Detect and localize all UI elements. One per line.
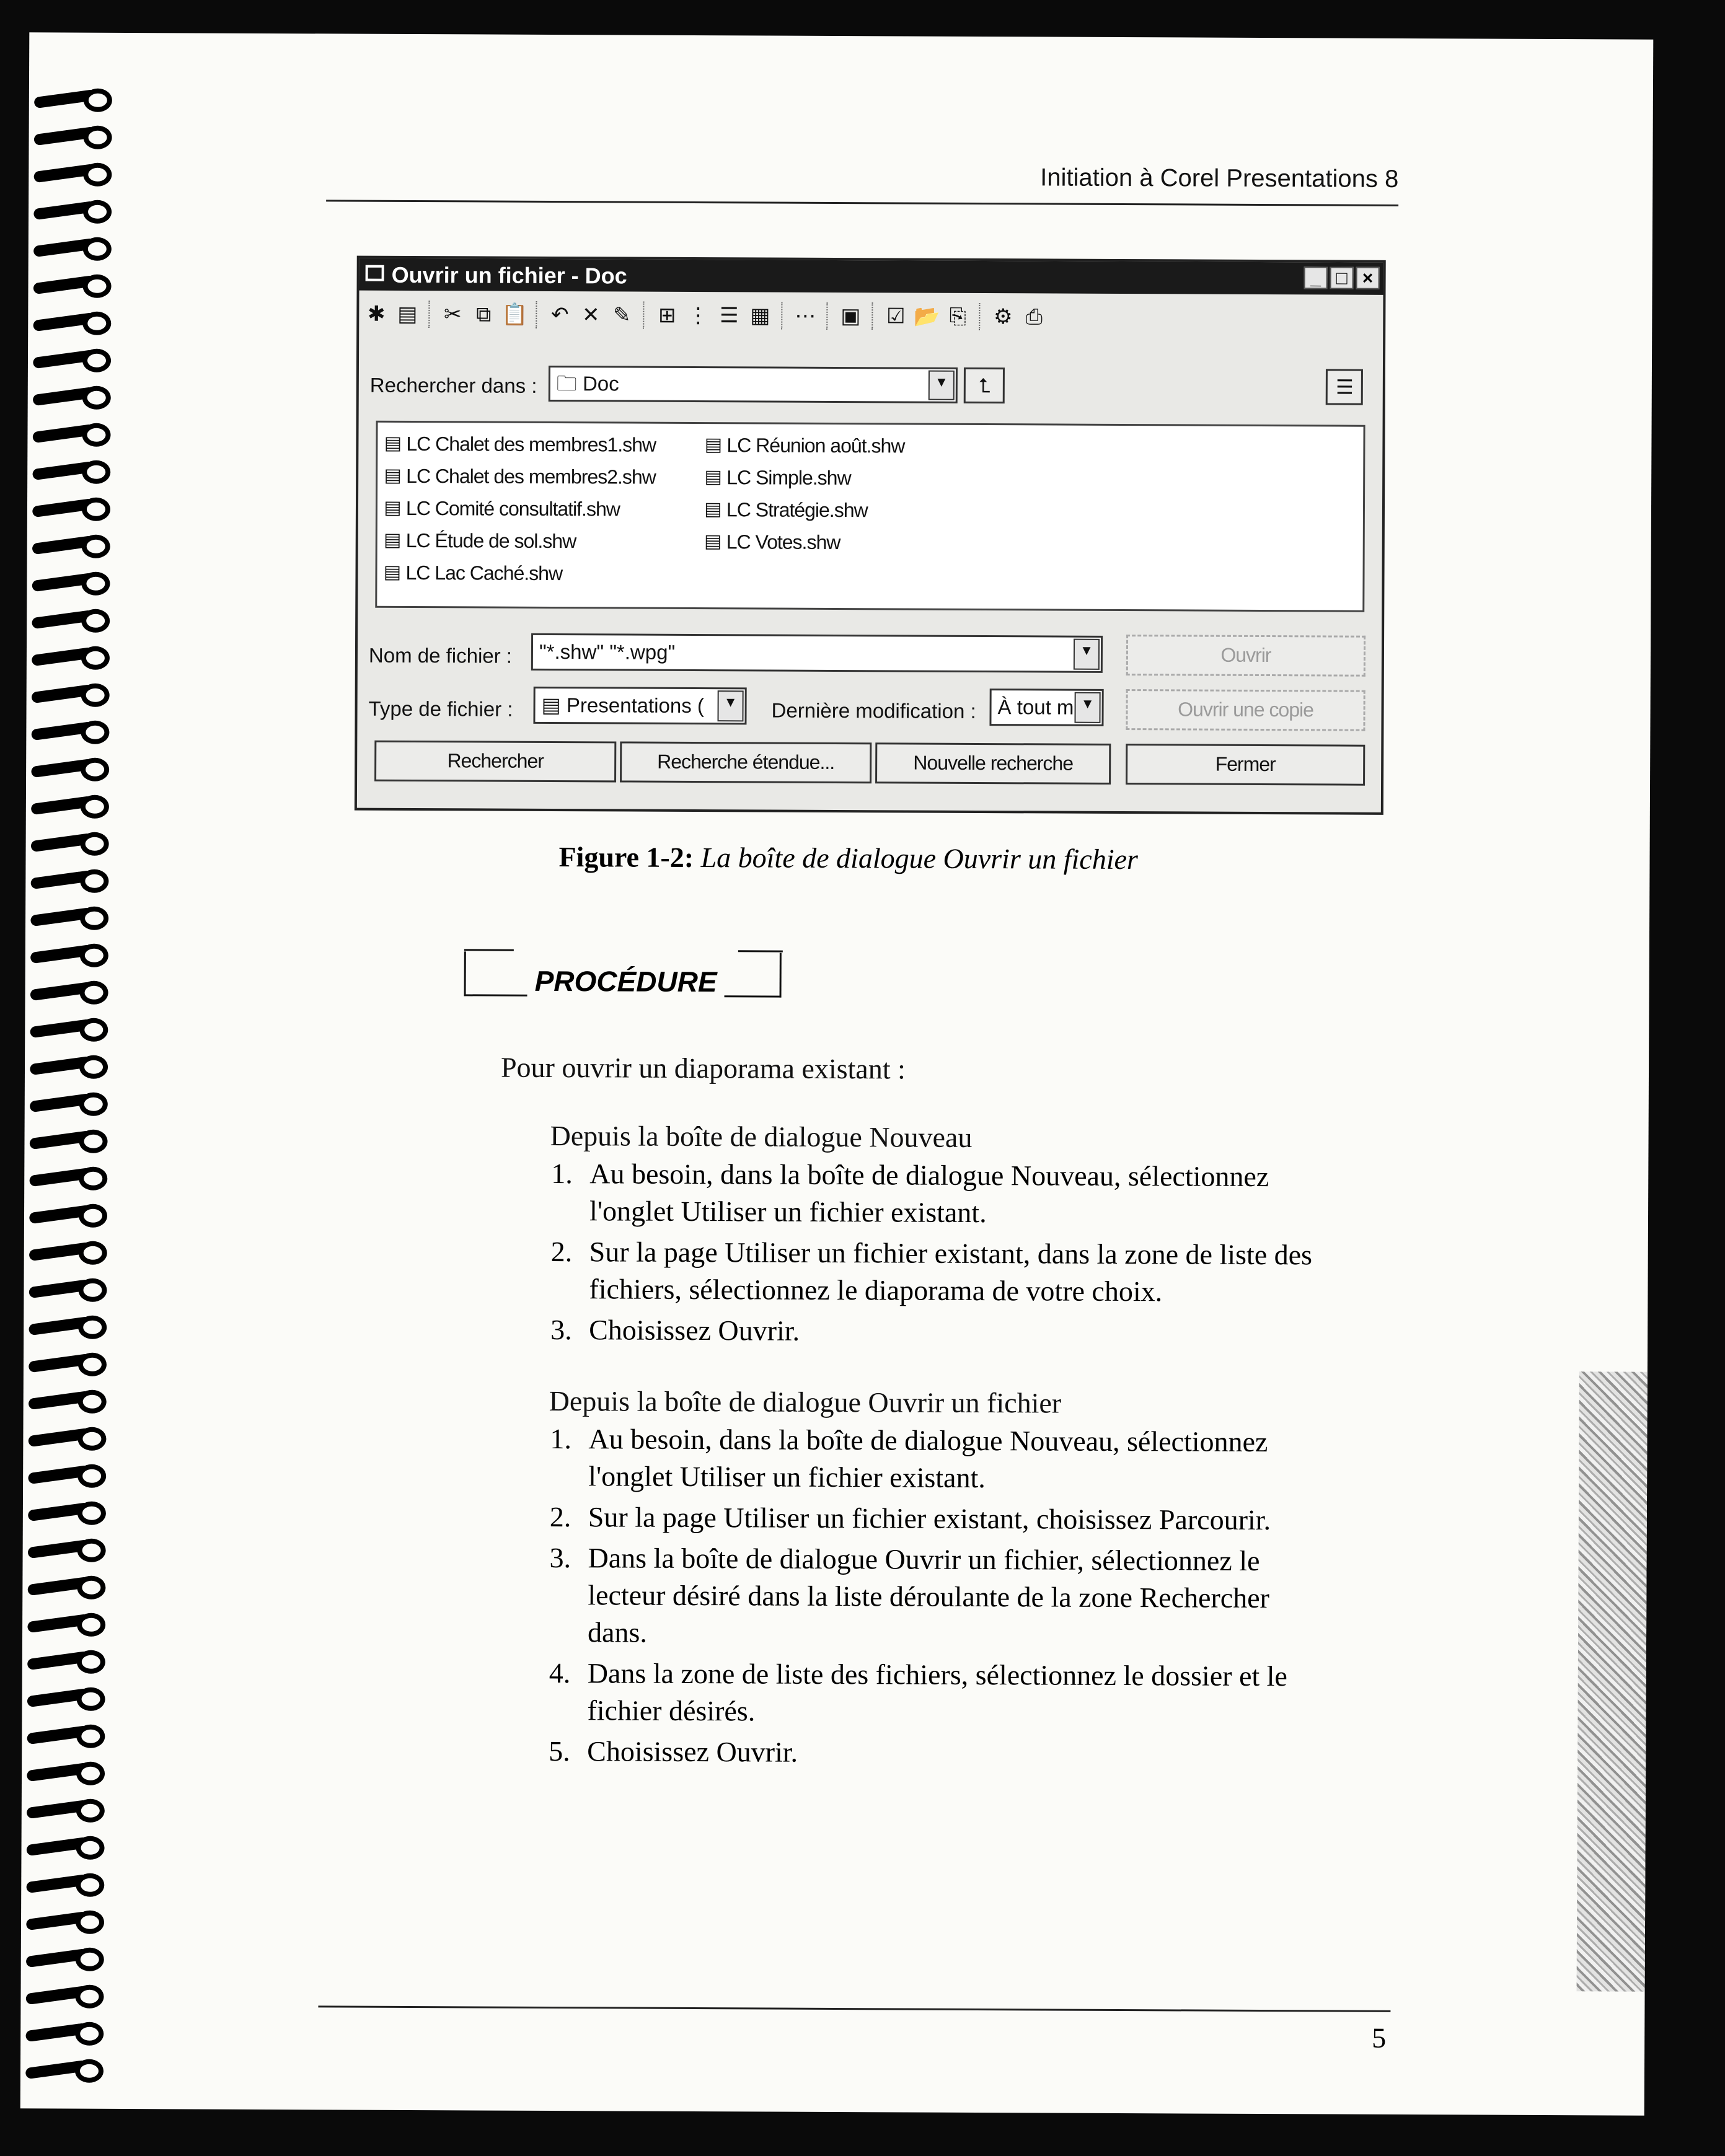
cut-icon[interactable]: ✂ — [444, 302, 462, 327]
figure-caption — [558, 840, 1138, 876]
section2-heading: Depuis la boîte de dialogue Ouvrir un fichier — [549, 1384, 1062, 1419]
close-window-button[interactable]: × — [1356, 267, 1380, 289]
step-line: lecteur désiré dans la liste déroulante de la zone Rechercher — [588, 1579, 1270, 1614]
spiral-coil — [30, 1055, 110, 1080]
spiral-coil — [26, 1910, 107, 1935]
spiral-coil — [27, 1687, 107, 1712]
step-number: 4. — [549, 1657, 571, 1689]
filename-field[interactable] — [531, 633, 1103, 673]
spiral-coil — [29, 1241, 110, 1266]
spiral-coil — [32, 423, 113, 448]
step-number: 1. — [550, 1422, 572, 1455]
delete-icon[interactable]: ✕ — [582, 303, 600, 327]
running-header: Initiation à Corel Presentations 8 — [1040, 164, 1399, 193]
document-icon: ▤ — [541, 693, 567, 717]
filetype-dropdown[interactable] — [533, 687, 746, 725]
step-item — [550, 1420, 1289, 1498]
spiral-coil — [28, 1538, 108, 1564]
presentation-file-icon: ▤ — [704, 499, 721, 520]
chevron-down-icon[interactable]: ▼ — [929, 371, 955, 400]
close-button[interactable]: Fermer — [1126, 744, 1365, 786]
spiral-coil — [25, 2022, 106, 2047]
spiral-coil — [26, 1873, 107, 1898]
toolbar-separator — [826, 302, 829, 330]
step-line: l'onglet Utiliser un fichier existant. — [589, 1195, 987, 1229]
spiral-coil — [31, 794, 112, 820]
step-line: Dans la boîte de dialogue Ouvrir un fichier, sélectionnez le — [588, 1542, 1260, 1577]
step-line: fichier désirés. — [587, 1694, 756, 1727]
file-name: LC Chalet des membres1.shw — [406, 432, 656, 456]
step-number: 2. — [549, 1500, 571, 1533]
window-icon — [366, 265, 384, 281]
spiral-coil — [28, 1427, 108, 1452]
select-icon[interactable]: ☑ — [886, 304, 906, 328]
file-name: LC Stratégie.shw — [726, 498, 868, 521]
step-item — [551, 1155, 1313, 1233]
spiral-coil — [30, 980, 110, 1006]
spiral-coil — [27, 1761, 107, 1787]
spiral-coil — [33, 385, 113, 411]
spiral-coil — [29, 1352, 109, 1378]
look-in-label: Rechercher dans : — [369, 373, 537, 397]
toggle-menu-button[interactable] — [1326, 369, 1363, 405]
spiral-coil — [33, 311, 113, 337]
filetype-value: Presentations ( — [566, 693, 704, 718]
step-line: Sur la page Utiliser un fichier existant, choisissez Parcourir. — [588, 1501, 1271, 1536]
spiral-coil — [26, 1836, 107, 1861]
document-page — [20, 32, 1654, 2115]
spiral-coil — [30, 1092, 110, 1117]
presentation-file-icon: ▤ — [383, 529, 401, 550]
spiral-coil — [33, 348, 113, 374]
step-item — [550, 1233, 1312, 1311]
file-item[interactable] — [382, 492, 656, 526]
modified-label: Dernière modification : — [771, 698, 976, 723]
file-name: LC Chalet des membres2.shw — [406, 464, 656, 488]
spiral-coil — [25, 1984, 106, 2010]
file-name: LC Simple.shw — [726, 465, 851, 489]
toolbar-separator — [979, 303, 982, 330]
step-line: Au besoin, dans la boîte de dialogue Nouveau, sélectionnez — [588, 1423, 1268, 1458]
spiral-coil — [33, 274, 113, 299]
file-name: LC Étude de sol.shw — [405, 529, 576, 552]
undo-icon[interactable]: ↶ — [551, 302, 569, 327]
look-in-dropdown[interactable] — [549, 366, 958, 403]
spiral-coil — [33, 237, 114, 262]
modified-dropdown[interactable] — [989, 689, 1103, 726]
spiral-coil — [34, 88, 115, 113]
header-rule — [326, 200, 1398, 206]
up-one-level-button[interactable] — [964, 367, 1005, 403]
step-line: Sur la page Utiliser un fichier existant, dans la zone de liste des — [589, 1236, 1313, 1271]
rename-icon[interactable]: ✎ — [613, 303, 631, 327]
toolbar-separator — [536, 301, 539, 328]
maximize-button[interactable]: □ — [1330, 266, 1354, 289]
search-button[interactable]: Rechercher — [374, 741, 616, 783]
spiral-coil — [27, 1650, 108, 1675]
spiral-coil — [30, 1018, 110, 1043]
step-line: fichiers, sélectionnez le diaporama de votre choix. — [589, 1273, 1163, 1308]
spiral-coil — [29, 1129, 110, 1155]
file-name: LC Comité consultatif.shw — [405, 496, 620, 520]
network-icon[interactable]: ⚙ — [994, 305, 1013, 329]
presentation-file-icon: ▤ — [384, 497, 401, 518]
step-item — [549, 1733, 1287, 1773]
step-number: 3. — [550, 1313, 572, 1346]
section1-heading: Depuis la boîte de dialogue Nouveau — [550, 1119, 973, 1153]
file-item[interactable] — [382, 557, 655, 590]
paste-icon[interactable]: 📋 — [501, 302, 528, 327]
spiral-coil — [27, 1798, 107, 1824]
open-copy-button[interactable]: Ouvrir une copie — [1126, 689, 1365, 731]
step-line: Au besoin, dans la boîte de dialogue Nouveau, sélectionnez — [589, 1158, 1269, 1193]
step-item — [549, 1655, 1287, 1732]
spiral-coil — [28, 1464, 108, 1489]
procedure-frame-top-left — [464, 949, 514, 951]
spiral-coil — [31, 720, 112, 746]
spiral-coil — [30, 906, 111, 931]
scan-edge-noise — [1577, 1371, 1648, 1991]
spiral-coil — [29, 1389, 109, 1415]
presentation-file-icon: ▤ — [704, 434, 722, 455]
favorites-icon[interactable]: ⎘ — [949, 304, 967, 328]
step-line: Choisissez Ouvrir. — [587, 1735, 798, 1768]
advanced-search-button[interactable]: Recherche étendue... — [620, 741, 871, 783]
presentation-file-icon: ▤ — [384, 433, 402, 454]
spiral-coil — [31, 757, 112, 783]
presentation-file-icon: ▤ — [704, 531, 721, 552]
file-item[interactable] — [382, 428, 656, 461]
section2-steps — [549, 1420, 1289, 1777]
file-item[interactable] — [703, 461, 904, 494]
details-view-icon[interactable]: ▦ — [750, 304, 770, 328]
toolbar-separator — [871, 302, 875, 330]
step-number: 3. — [549, 1541, 571, 1574]
filename-value: "*.shw" "*.wpg" — [539, 640, 676, 664]
file-item[interactable] — [703, 429, 904, 462]
page-number: 5 — [1372, 2022, 1387, 2054]
preview-icon[interactable]: ▣ — [840, 304, 861, 328]
file-list[interactable] — [375, 421, 1365, 612]
file-name: LC Lac Caché.shw — [405, 561, 563, 584]
step-number: 1. — [551, 1157, 573, 1190]
minimize-button[interactable]: _ — [1304, 266, 1328, 289]
filetype-label: Type de fichier : — [368, 697, 513, 721]
spiral-coil — [33, 200, 114, 225]
step-number: 2. — [550, 1235, 573, 1268]
file-item[interactable] — [703, 493, 904, 526]
spiral-coil — [25, 2059, 106, 2084]
spiral-coil — [27, 1575, 108, 1601]
tree-view-icon[interactable]: ⋯ — [795, 304, 816, 328]
open-file-dialog — [355, 256, 1386, 815]
step-item — [549, 1539, 1288, 1654]
file-name: LC Votes.shw — [726, 530, 840, 553]
spiral-coil — [27, 1724, 107, 1749]
large-icons-icon[interactable]: ⊞ — [658, 303, 676, 327]
spiral-coil — [33, 162, 114, 188]
chevron-down-icon[interactable]: ▼ — [717, 690, 743, 721]
spiral-coil — [29, 1166, 110, 1192]
step-line: l'onglet Utiliser un fichier existant. — [588, 1460, 986, 1494]
spiral-coil — [30, 943, 111, 969]
spiral-coil — [32, 646, 112, 671]
figure-label: Figure 1-2: — [558, 841, 694, 873]
file-name: LC Réunion août.shw — [726, 433, 905, 457]
spiral-coil — [29, 1203, 110, 1229]
toolbar-separator — [781, 302, 784, 330]
step-item — [550, 1498, 1288, 1539]
spiral-coil — [30, 869, 111, 894]
modified-value: À tout m — [997, 695, 1074, 719]
spiral-coil — [32, 571, 112, 597]
dialog-title: Ouvrir un fichier - Doc — [391, 262, 627, 289]
open-folder-icon[interactable]: 📂 — [914, 304, 940, 328]
spiral-coil — [29, 1278, 109, 1303]
spiral-coil — [26, 1947, 107, 1973]
intro-text: Pour ouvrir un diaporama existant : — [500, 1051, 906, 1085]
presentation-file-icon: ▤ — [704, 467, 721, 488]
dialog-toolbar — [363, 297, 1379, 336]
file-item[interactable] — [382, 524, 656, 558]
up-folder-icon: ⮤ — [978, 374, 990, 397]
spiral-coil — [32, 497, 113, 522]
figure-text: La boîte de dialogue Ouvrir un fichier — [700, 842, 1139, 876]
procedure-frame-top-right — [738, 950, 783, 952]
spiral-coil — [32, 534, 113, 560]
spiral-coil — [29, 1315, 109, 1340]
procedure-title: PROCÉDURE — [527, 964, 725, 998]
step-item — [550, 1311, 1312, 1352]
spiral-coil — [32, 609, 112, 634]
spiral-binding — [20, 88, 122, 2134]
spiral-coil — [33, 125, 114, 151]
filename-label: Nom de fichier : — [368, 643, 513, 667]
spiral-coil — [28, 1501, 108, 1526]
list-view-icon[interactable]: ☰ — [720, 304, 739, 328]
small-icons-icon[interactable]: ⋮ — [687, 303, 709, 328]
spiral-coil — [32, 683, 112, 708]
spiral-coil — [32, 460, 113, 485]
print-icon[interactable]: ⎙ — [1025, 305, 1043, 329]
spiral-coil — [31, 832, 112, 857]
folder-icon: 🗀 — [556, 372, 583, 395]
new-search-button[interactable]: Nouvelle recherche — [875, 742, 1111, 785]
properties-icon[interactable]: ▤ — [397, 302, 418, 327]
toolbar-separator — [428, 301, 431, 328]
step-line: Dans la zone de liste des fichiers, sélectionnez le dossier et le — [587, 1657, 1288, 1692]
section1-steps — [550, 1155, 1313, 1355]
step-number: 5. — [549, 1735, 570, 1767]
step-line: Choisissez Ouvrir. — [589, 1314, 800, 1347]
menu-icon: ☰ — [1335, 376, 1353, 398]
look-in-value: Doc — [582, 372, 619, 395]
open-button[interactable]: Ouvrir — [1126, 635, 1365, 677]
step-line: dans. — [587, 1616, 648, 1648]
chevron-down-icon[interactable]: ▼ — [1074, 639, 1100, 670]
presentation-file-icon: ▤ — [383, 561, 401, 583]
footer-rule — [318, 2005, 1390, 2012]
dialog-titlebar — [360, 258, 1383, 295]
file-item[interactable] — [382, 460, 656, 493]
spiral-coil — [27, 1613, 108, 1638]
presentation-file-icon: ▤ — [384, 465, 401, 486]
copy-icon[interactable]: ⧉ — [476, 302, 492, 327]
new-folder-icon[interactable]: ✱ — [368, 302, 386, 326]
chevron-down-icon[interactable]: ▼ — [1074, 692, 1100, 723]
toolbar-separator — [643, 302, 646, 329]
file-item[interactable] — [703, 526, 904, 558]
